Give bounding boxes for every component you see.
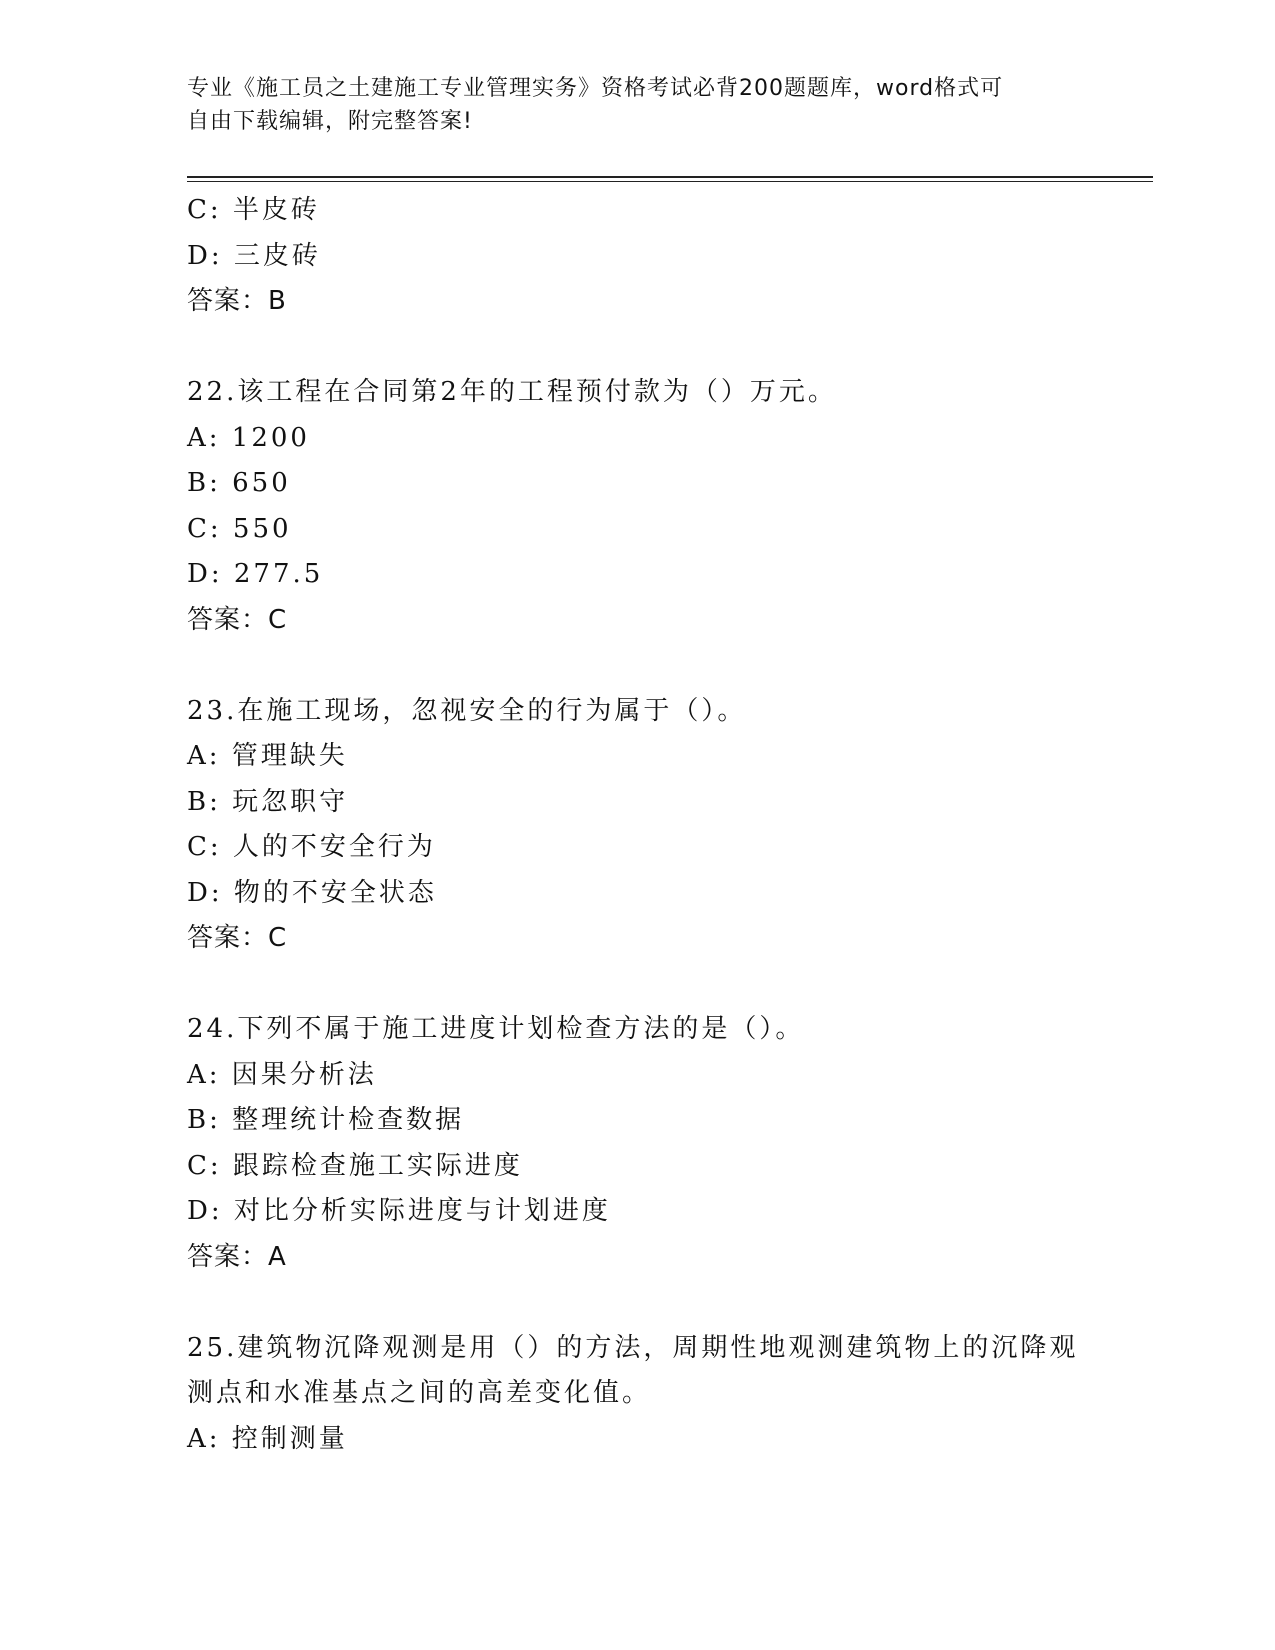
q22-option-d: D: 277.5 bbox=[187, 559, 324, 589]
q24-option-a: A: 因果分析法 bbox=[187, 1059, 377, 1090]
spacer bbox=[187, 962, 1087, 1008]
q21-option-c: C: 半皮砖 bbox=[187, 195, 320, 225]
q22-option-a: A: 1200 bbox=[187, 422, 310, 453]
q24-answer: 答案：A bbox=[187, 1241, 287, 1272]
header-rule-thick bbox=[187, 176, 1153, 178]
q23-option-b: B: 玩忽职守 bbox=[187, 786, 349, 817]
q25-option-a: A: 控制测量 bbox=[187, 1423, 348, 1454]
header-rule-thin bbox=[187, 181, 1153, 182]
document-header bbox=[187, 72, 1067, 138]
q23-stem: 23.在施工现场，忽视安全的行为属于（）。 bbox=[187, 695, 747, 726]
header-line-2: 自由下载编辑，附完整答案! bbox=[187, 109, 473, 134]
q24-option-d: D: 对比分析实际进度与计划进度 bbox=[187, 1196, 611, 1226]
q21-option-d: D: 三皮砖 bbox=[187, 240, 321, 271]
q22-answer: 答案：C bbox=[187, 604, 288, 635]
q23-option-c: C: 人的不安全行为 bbox=[187, 832, 436, 862]
q25-stem-line-2: 测点和水准基点之间的高差变化值。 bbox=[187, 1378, 652, 1408]
q25-stem-line-1: 25.建筑物沉降观测是用（）的方法，周期性地观测建筑物上的沉降观 bbox=[187, 1332, 1079, 1363]
q22-option-b: B: 650 bbox=[187, 468, 291, 498]
q24-option-b: B: 整理统计检查数据 bbox=[187, 1105, 465, 1135]
spacer bbox=[187, 643, 1087, 689]
q22-stem: 22.该工程在合同第2年的工程预付款为（）万元。 bbox=[187, 377, 837, 407]
spacer bbox=[187, 1280, 1087, 1326]
q23-option-d: D: 物的不安全状态 bbox=[187, 877, 437, 908]
question-list bbox=[187, 188, 1087, 1462]
q23-option-a: A: 管理缺失 bbox=[187, 741, 348, 771]
q23-answer: 答案：C bbox=[187, 923, 288, 953]
q22-option-c: C: 550 bbox=[187, 513, 292, 544]
q21-answer: 答案：B bbox=[187, 286, 287, 316]
header-line-1: 专业《施工员之土建施工专业管理实务》资格考试必背200题题库，word格式可 bbox=[187, 76, 1004, 101]
q24-option-c: C: 跟踪检查施工实际进度 bbox=[187, 1150, 523, 1181]
spacer bbox=[187, 325, 1087, 371]
q24-stem: 24.下列不属于施工进度计划检查方法的是（）。 bbox=[187, 1014, 805, 1044]
